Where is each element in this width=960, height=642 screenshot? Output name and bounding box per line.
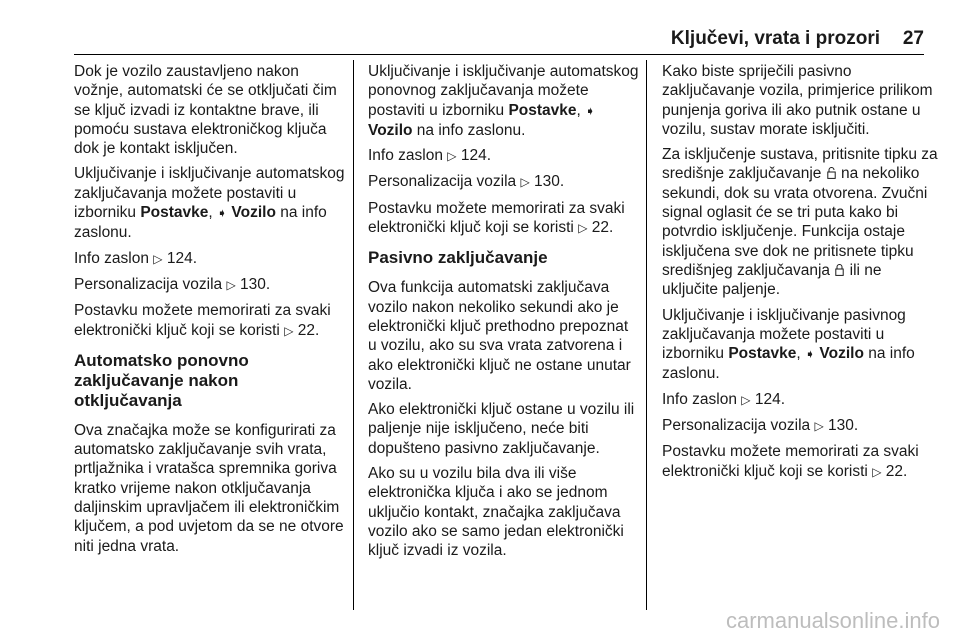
column-divider-2 — [646, 60, 647, 610]
menu-name: Vozilo — [819, 345, 864, 363]
paragraph: Uključivanje i isključivanje automatskog ponovnog zaključavanja možete postaviti u izborniku Postavke, ➧ Vozilo na info zaslonu. — [368, 63, 639, 139]
cross-reference: Personalizacija vozila ▷ 130. — [74, 275, 271, 293]
paragraph: Dok je vozilo zaustavljeno nakon vožnje, automatski će se otključati čim se ključ izvadi iz kontaktne brave, ili pomoću sustava elektroničkog ključa dok je kontakt isključen. — [74, 63, 337, 158]
column-2 — [368, 62, 640, 567]
paragraph: Ako su u vozilu bila dva ili više elektronička ključa i ako se jednom uključio kontakt, značajka zaključava vozilo ako se samo jedan elektronički ključ izvadi iz vozila. — [368, 465, 624, 560]
page-reference-icon: ▷ — [578, 221, 588, 236]
paragraph: Postavku možete memorirati za svaki elektronički ključ koji se koristi ▷ 22. — [74, 302, 331, 339]
column-1 — [74, 62, 346, 562]
column-divider-1 — [353, 60, 354, 610]
paragraph: Ako elektronički ključ ostane u vozilu ili paljenje nije isključeno, neće biti dopušteno pasivno zaključavanje. — [368, 401, 635, 457]
cross-reference: Personalizacija vozila ▷ 130. — [368, 173, 565, 191]
page-reference-icon: ▷ — [520, 175, 530, 190]
paragraph: Uključivanje i isključivanje pasivnog zaključavanja možete postaviti u izborniku Postavke, ➧ Vozilo na info zaslonu. — [662, 306, 915, 383]
paragraph: Ova značajka može se konfigurirati za automatsko zaključavanje svih vrata, prtljažnika i vratašca spremnika goriva kratko vrijeme nakon otključavanja daljinskim upravljačem ili elektroničkim ključem, a pod uvjetom da se ne otvore niti jedna vrata. — [74, 421, 344, 555]
cross-reference: Info zaslon ▷ 124. — [662, 390, 785, 408]
page-reference-icon: ▷ — [872, 464, 882, 479]
menu-name: Postavke — [140, 204, 209, 222]
page-reference-icon: ▷ — [447, 149, 457, 164]
watermark: carmanualsonline.info — [725, 608, 940, 633]
paragraph: Za isključenje sustava, pritisnite tipku za središnje zaključavanje na nekoliko sekundi, dok su vrata otvorena. Zvučni signal oglasit će se tri puta kako bi potvrdio isključenje. Funkcija ostaje isključena sve dok ne pritisnete tipku središnjeg zaključavanja ili ne uključite paljenje. — [662, 146, 938, 299]
page-reference-icon: ▷ — [741, 392, 751, 407]
section-heading: Pasivno zaključavanje — [368, 248, 548, 268]
menu-arrow-icon: ➧ — [585, 103, 596, 118]
unlock-icon — [827, 167, 836, 179]
cross-reference: Personalizacija vozila ▷ 130. — [662, 417, 859, 435]
page-reference-icon: ▷ — [153, 251, 163, 266]
column-3 — [662, 62, 938, 488]
page-reference-icon: ▷ — [226, 277, 236, 292]
cross-reference: Info zaslon ▷ 124. — [368, 147, 491, 165]
paragraph: Kako biste spriječili pasivno zaključavanje vozila, primjerice prilikom punjenja goriva ili ako putnik ostane u vozilu, sustav morate isključiti. — [662, 63, 933, 138]
menu-arrow-icon: ➧ — [217, 206, 228, 221]
paragraph: Postavku možete memorirati za svaki elektronički ključ koji se koristi ▷ 22. — [662, 443, 919, 480]
menu-name: Vozilo — [368, 121, 413, 139]
paragraph: Postavku možete memorirati za svaki elektronički ključ koji se koristi ▷ 22. — [368, 199, 625, 237]
paragraph: Ova funkcija automatski zaključava vozilo nakon nekoliko sekundi ako je elektronički ključ prethodno prepoznat u vozilu, ako su sva vrata zatvorena i ako elektronički ključ ne ostane unutar vozila. — [368, 279, 631, 393]
section-heading: Automatsko ponovno zaključavanje nakon otključavanja — [74, 350, 249, 410]
cross-reference: Info zaslon ▷ 124. — [74, 249, 197, 267]
menu-name: Vozilo — [231, 204, 276, 222]
chapter-title: Ključevi, vrata i prozori — [670, 28, 880, 49]
page-reference-icon: ▷ — [284, 323, 294, 338]
page-reference-icon: ▷ — [814, 419, 824, 434]
page-header — [0, 0, 960, 56]
menu-name: Postavke — [508, 101, 577, 119]
menu-arrow-icon: ➧ — [805, 347, 816, 362]
paragraph: Uključivanje i isključivanje automatskog zaključavanja možete postaviti u izborniku Postavke, ➧ Vozilo na info zaslonu. — [74, 165, 345, 242]
page-number: 27 — [902, 28, 924, 49]
menu-name: Postavke — [728, 345, 797, 363]
header-rule — [74, 54, 924, 55]
lock-icon — [835, 264, 844, 276]
